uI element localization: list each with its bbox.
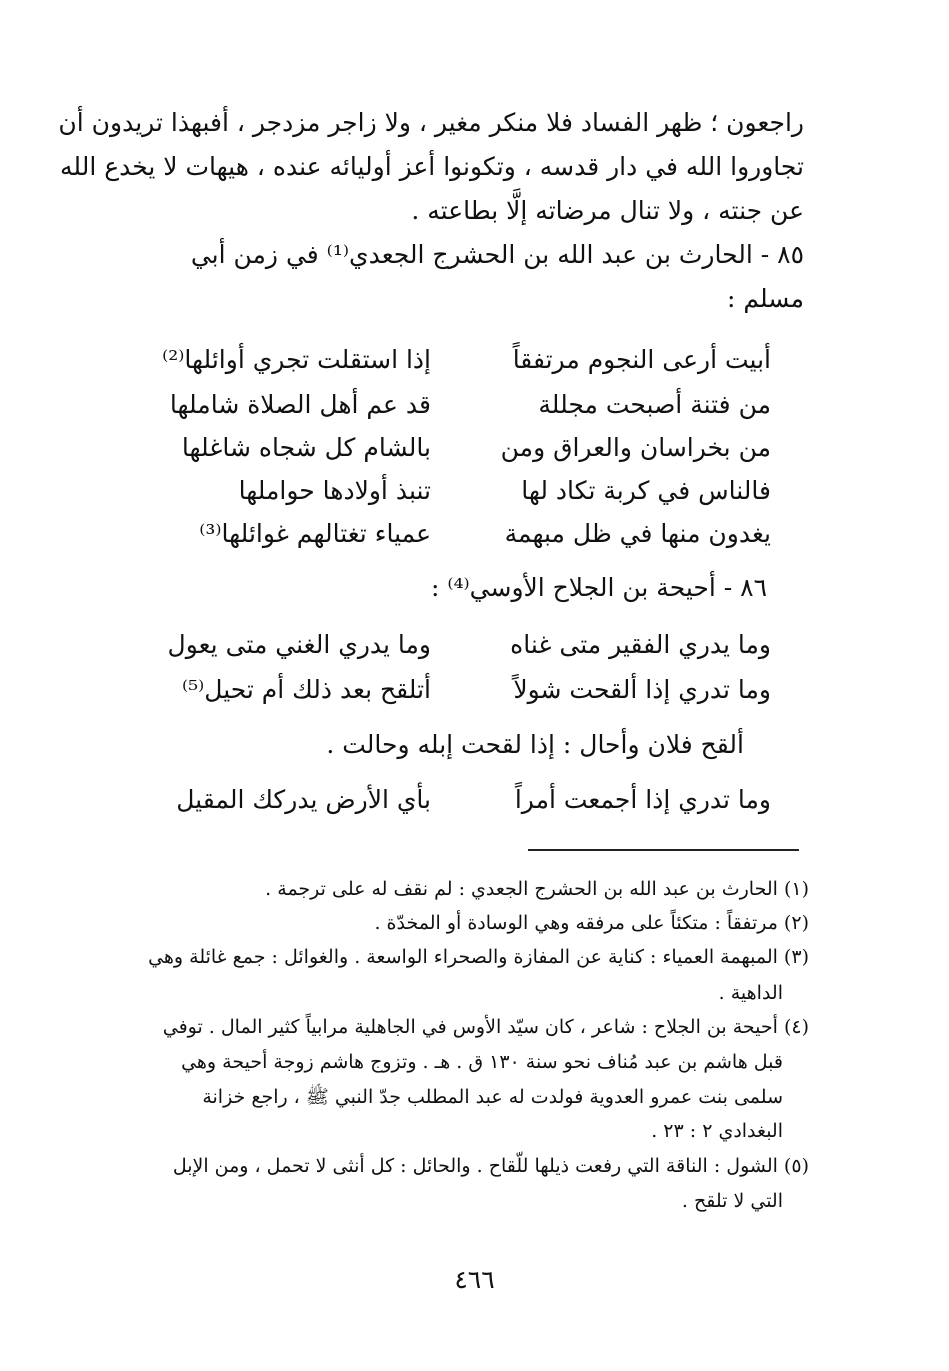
verse-hemistich-first: يغدون منها في ظل مبهمة <box>504 519 771 548</box>
verse-hemistich-first: من فتنة أصبحت مجللة <box>538 390 771 419</box>
verse-hemistich-second: إذا استقلت تجري أوائلها⁽²⁾ <box>162 345 431 374</box>
verse-hemistich-second: عمياء تغتالهم غوائلها⁽³⁾ <box>199 519 431 548</box>
verse-hemistich-second: قد عم أهل الصلاة شاملها <box>169 390 431 419</box>
footnote-2: (٢) مرتفقاً : متكئاً على مرفقه وهي الوسادة أو المخدّة . <box>374 912 809 934</box>
footnote-4-cont: سلمى بنت عمرو العدوية فولدت له عبد المطلب جدّ النبي ﷺ ، راجع خزانة <box>202 1086 783 1108</box>
footnote-4-cont: البغدادي ٢ : ٢٣ . <box>651 1120 783 1142</box>
footnote-4-cont: قبل هاشم بن عبد مُناف نحو سنة ١٣٠ ق . هـ . وتزوج هاشم زوجة أحيحة وهي <box>181 1051 783 1073</box>
body-line: عن جنته ، ولا تنال مرضاته إلَّا بطاعته . <box>411 196 804 225</box>
verse-hemistich-second: بالشام كل شجاه شاغلها <box>181 433 431 462</box>
footnote-separator <box>528 849 799 851</box>
entry-85-heading: ٨٥ - الحارث بن عبد الله بن الحشرج الجعدي⁽¹⁾ في زمن أبي <box>190 240 804 269</box>
verse-hemistich-first: أبيت أرعى النجوم مرتفقاً <box>512 345 771 374</box>
gloss-line: ألقح فلان وأحال : إذا لقحت إبله وحالت . <box>326 730 744 759</box>
body-line: راجعون ؛ ظهر الفساد فلا منكر مغير ، ولا زاجر مزدجر ، أفبهذا تريدون أن <box>58 108 804 137</box>
verse-hemistich-first: وما يدري الفقير متى غناه <box>510 630 771 659</box>
verse-hemistich-second: وما يدري الغني متى يعول <box>167 630 431 659</box>
body-line: مسلم : <box>727 284 804 313</box>
verse-hemistich-second: بأي الأرض يدركك المقيل <box>176 785 431 814</box>
body-line: تجاوروا الله في دار قدسه ، وتكونوا أعز أوليائه عنده ، هيهات لا يخدع الله <box>60 152 804 181</box>
verse-hemistich-first: وما تدري إذا ألقحت شولاً <box>513 675 771 704</box>
footnote-1: (١) الحارث بن عبد الله بن الحشرج الجعدي : لم نقف له على ترجمة . <box>265 878 809 900</box>
page-number: ٤٦٦ <box>454 1265 495 1294</box>
footnote-4: (٤) أحيحة بن الجلاح : شاعر ، كان سيّد الأوس في الجاهلية مرابياً كثير المال . توفي <box>162 1016 809 1038</box>
verse-hemistich-first: من بخراسان والعراق ومن <box>500 433 771 462</box>
footnote-5: (٥) الشول : الناقة التي رفعت ذيلها للّقاح . والحائل : كل أنثى لا تحمل ، ومن الإبل <box>172 1155 809 1177</box>
verse-hemistich-first: وما تدري إذا أجمعت أمراً <box>514 785 771 814</box>
footnote-5-cont: التي لا تلقح . <box>681 1190 783 1212</box>
entry-86-heading: ٨٦ - أحيحة بن الجلاح الأوسي⁽⁴⁾ : <box>430 573 767 602</box>
verse-hemistich-second: أتلقح بعد ذلك أم تحيل⁽⁵⁾ <box>181 675 431 704</box>
verse-hemistich-first: فالناس في كربة تكاد لها <box>521 476 771 505</box>
verse-hemistich-second: تنبذ أولادها حواملها <box>238 476 431 505</box>
footnote-3-cont: الداهية . <box>718 982 783 1004</box>
footnote-3: (٣) المبهمة العمياء : كناية عن المفازة والصحراء الواسعة . والغوائل : جمع غائلة وهي <box>148 946 809 968</box>
